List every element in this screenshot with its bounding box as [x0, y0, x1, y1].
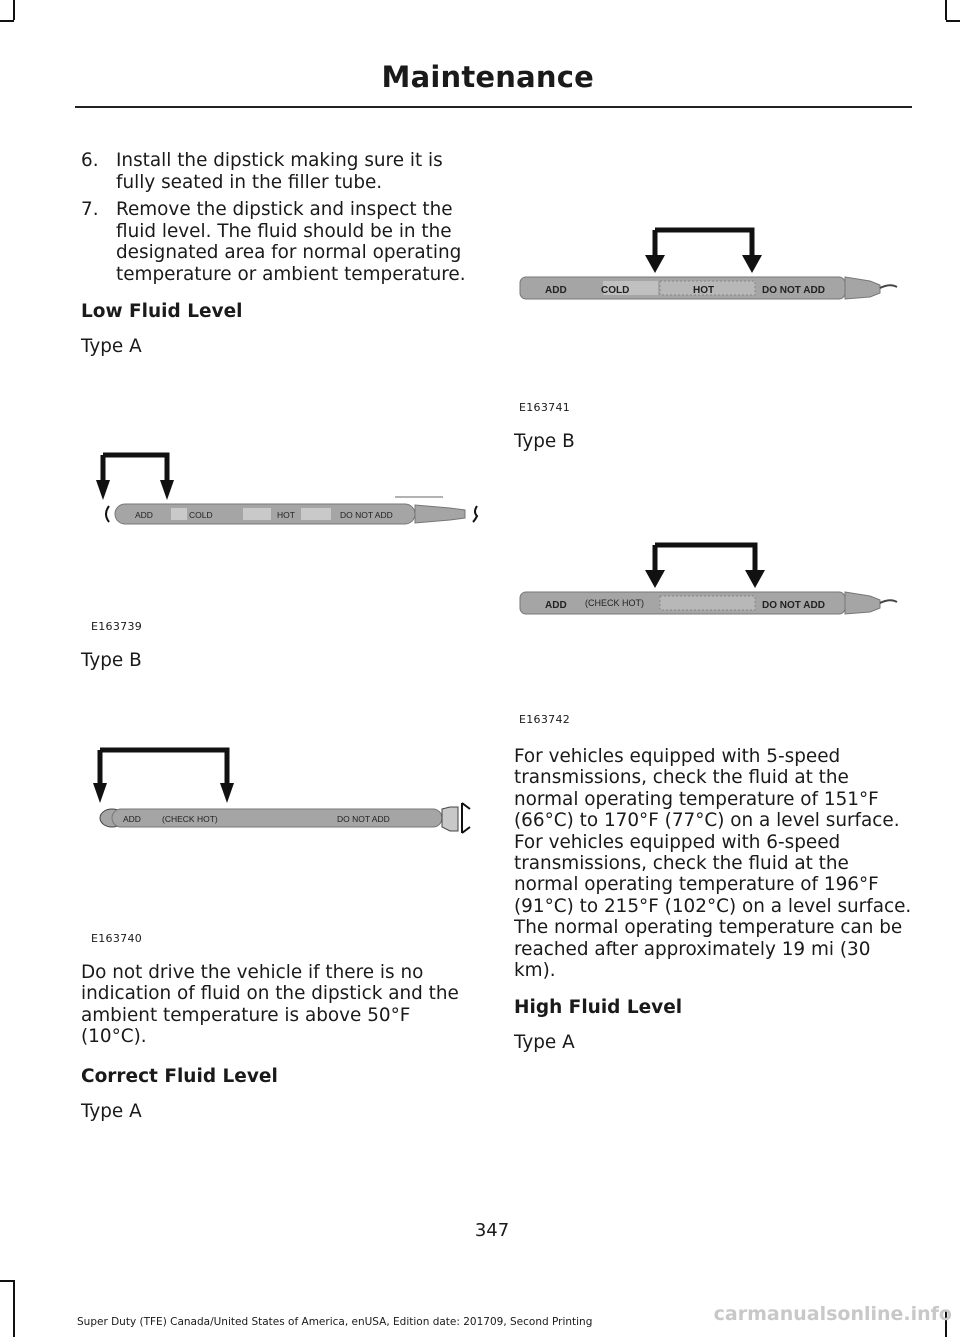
crop-mark	[0, 1280, 14, 1282]
figure-code: E163740	[91, 932, 143, 945]
correct-fluid-heading: Correct Fluid Level	[81, 1066, 278, 1087]
label-do-not-add: DO NOT ADD	[337, 814, 390, 824]
label-hot: HOT	[277, 510, 295, 520]
label-add: ADD	[135, 510, 153, 520]
step-7	[81, 199, 476, 285]
label-add: ADD	[545, 600, 567, 611]
label-do-not-add: DO NOT ADD	[762, 285, 825, 296]
crop-mark	[13, 1280, 15, 1337]
high-type-a-label: Type A	[514, 1032, 575, 1053]
label-do-not-add: DO NOT ADD	[762, 600, 825, 611]
correct-type-b-label: Type B	[514, 431, 575, 452]
correct-type-b-dipstick	[515, 540, 910, 625]
page-number: 347	[474, 1220, 510, 1241]
label-add: ADD	[123, 814, 141, 824]
crop-mark	[0, 20, 14, 22]
figure-code: E163739	[91, 620, 143, 633]
low-type-a-label: Type A	[81, 336, 142, 357]
step-6	[81, 150, 476, 193]
low-fluid-heading: Low Fluid Level	[81, 301, 243, 322]
label-hot: HOT	[693, 285, 715, 296]
label-check-hot: (CHECK HOT)	[162, 814, 218, 824]
correct-type-a-label: Type A	[81, 1101, 142, 1122]
edition-footer: Super Duty (TFE) Canada/United States of America, enUSA, Edition date: 201709, Second Printing	[77, 1316, 593, 1328]
label-add: ADD	[545, 285, 567, 296]
high-fluid-heading: High Fluid Level	[514, 997, 683, 1018]
step-text: Remove the dipstick and inspect the fluid level. The fluid should be in the designated area for normal operating temperature or ambient temperature.	[116, 199, 466, 285]
crop-mark	[13, 0, 15, 20]
step-text: Install the dipstick making sure it is fully seated in the filler tube.	[116, 150, 443, 193]
step-number: 7.	[81, 199, 99, 220]
label-do-not-add: DO NOT ADD	[340, 510, 393, 520]
label-cold: COLD	[189, 510, 213, 520]
crop-mark	[945, 0, 947, 20]
step-number: 6.	[81, 150, 99, 171]
label-cold: COLD	[601, 285, 630, 296]
crop-mark	[946, 20, 960, 22]
correct-type-a-dipstick	[515, 225, 910, 310]
label-check-hot: (CHECK HOT)	[585, 598, 644, 608]
correct-fluid-note: For vehicles equipped with 5-speed transmissions, check the fluid at the normal operating temperature of 151°F (66°C) to 170°F (77°C) on a level surface. For vehicles equipped with 6-speed transmissions, check the fluid at the normal operating temperature of 196°F (91°C) to 215°F (102°C) on a level surface. The normal operating temperature can be reached after approximately 19 mi (30 km).	[514, 746, 912, 982]
low-type-a-dipstick	[95, 450, 490, 540]
figure-code: E163741	[519, 401, 571, 414]
page-title: Maintenance	[381, 60, 594, 94]
low-fluid-warning: Do not drive the vehicle if there is no indication of fluid on the dipstick and the ambient temperature is above 50°F (10°C).	[81, 962, 459, 1048]
figure-code: E163742	[519, 713, 571, 726]
watermark: carmanualsonline.info	[713, 1303, 952, 1325]
header-rule	[75, 106, 912, 108]
low-type-b-label: Type B	[81, 650, 142, 671]
low-type-b-dipstick	[90, 745, 480, 840]
